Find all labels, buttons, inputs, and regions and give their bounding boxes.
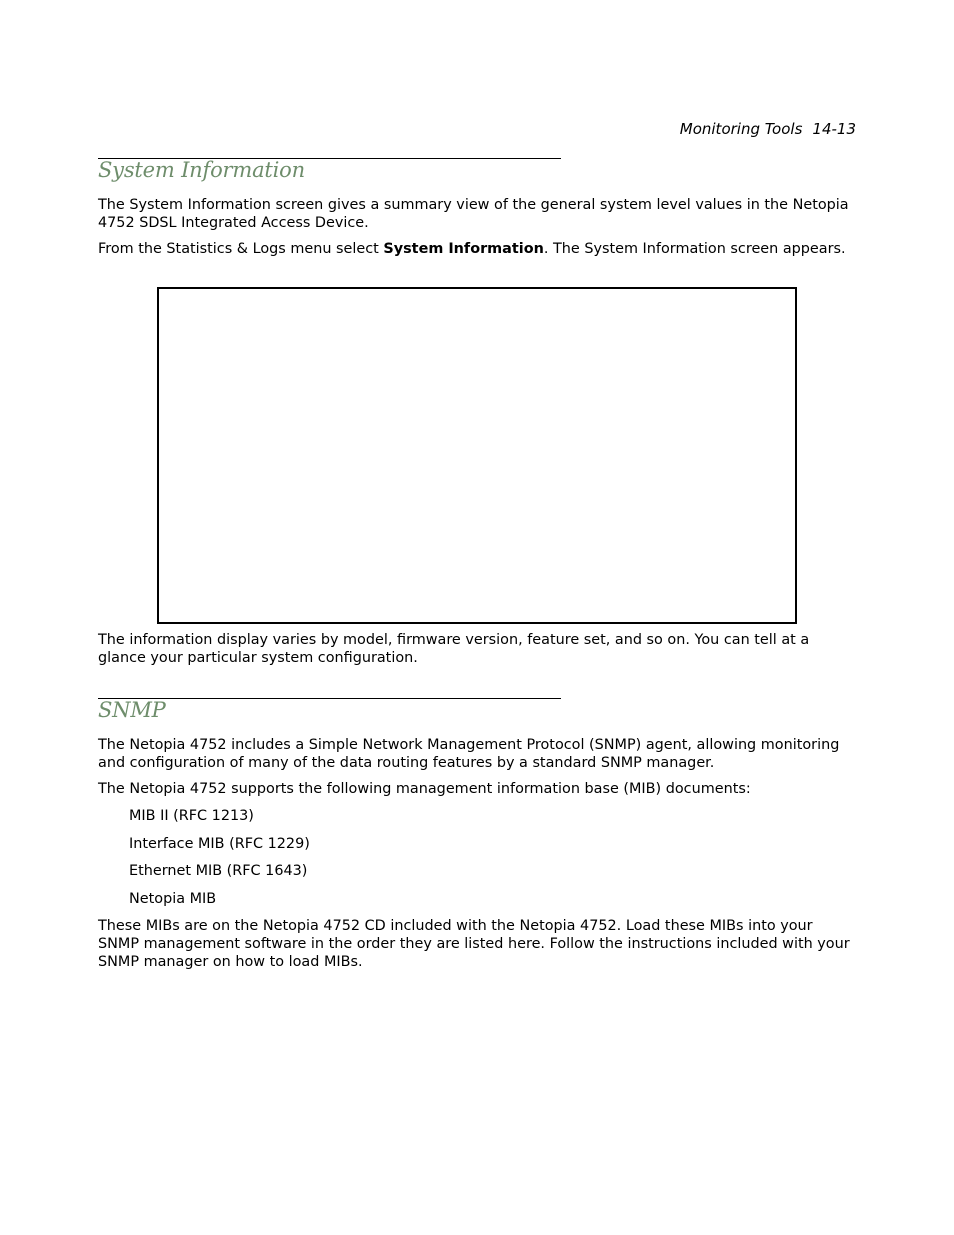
system-info-paragraph-3: The information display varies by model, firmware version, feature set, and so on. You can tell at a glance your particular system configuration.	[98, 632, 810, 666]
mib-list-item: MIB II (RFC 1213)	[129, 808, 254, 824]
section-rule	[98, 698, 561, 699]
system-info-paragraph-1: The System Information screen gives a summary view of the general system level values in the Netopia 4752 SDSL Integrated Access Device.	[98, 197, 849, 231]
snmp-paragraph-1: The Netopia 4752 includes a Simple Network Management Protocol (SNMP) agent, allowing monitoring and configuration of many of the data routing features by a standard SNMP manager.	[98, 737, 840, 771]
snmp-paragraph-2: The Netopia 4752 supports the following management information base (MIB) documents:	[98, 781, 751, 797]
para2-text-pre: From the Statistics & Logs menu select	[98, 241, 384, 257]
page-number: 14-13	[812, 120, 856, 138]
section-title-system-information: System Information	[98, 158, 305, 182]
snmp-paragraph-3: These MIBs are on the Netopia 4752 CD included with the Netopia 4752. Load these MIBs into your SNMP management software in the order they are listed here. Follow the instructions included with your SNMP manager on how to load MIBs.	[98, 918, 850, 970]
mib-list-item: Interface MIB (RFC 1229)	[129, 836, 310, 852]
system-information-screen-figure	[157, 287, 797, 624]
para2-menu-item: System Information	[383, 241, 544, 257]
para2-text-post: . The System Information screen appears.	[543, 241, 846, 257]
running-header	[680, 120, 856, 138]
chapter-title: Monitoring Tools	[679, 120, 803, 138]
mib-list-item: Ethernet MIB (RFC 1643)	[129, 863, 308, 879]
section-title-snmp: SNMP	[98, 698, 166, 722]
mib-list-item: Netopia MIB	[129, 891, 217, 907]
system-info-paragraph-2	[98, 240, 858, 258]
